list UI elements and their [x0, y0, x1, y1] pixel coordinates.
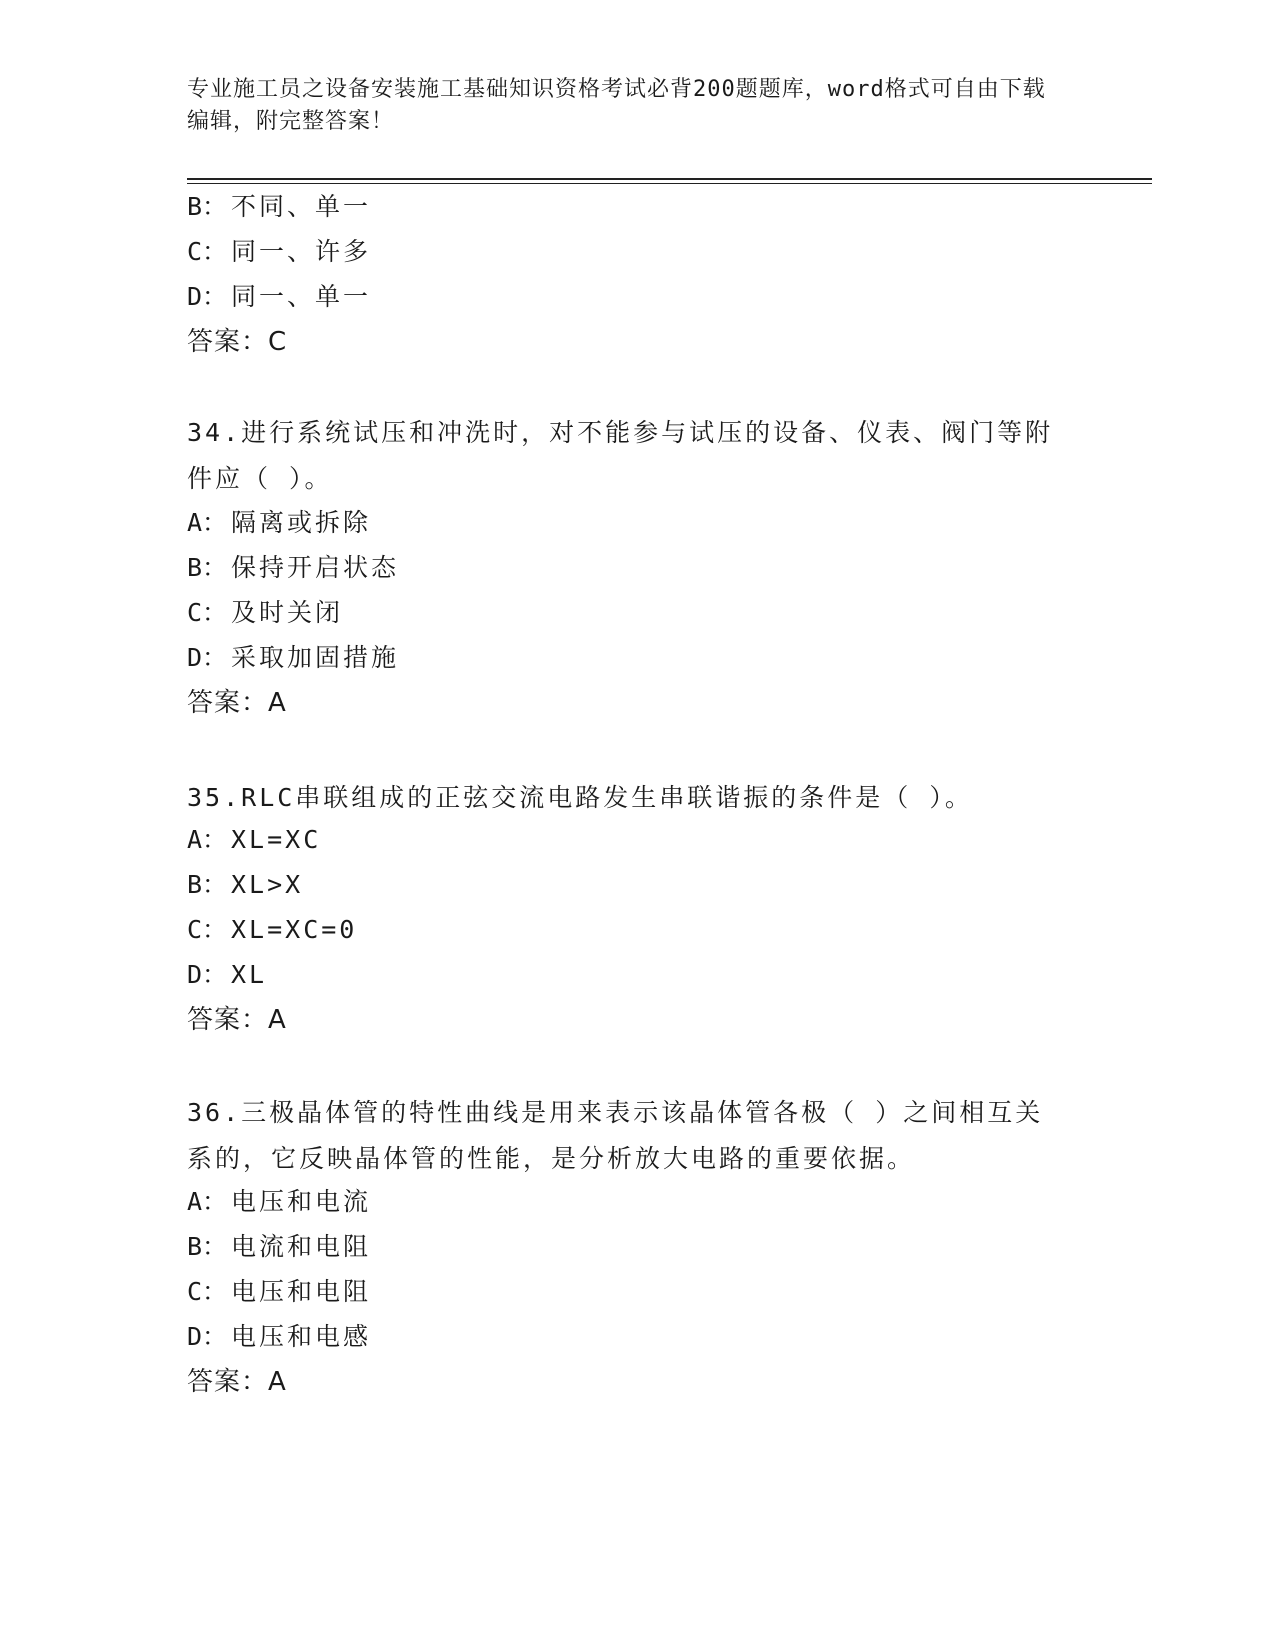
document-header: 专业施工员之设备安装施工基础知识资格考试必背200题题库，word格式可自由下载编辑，附完整答案！ [187, 77, 1046, 134]
option-line: C： 电压和电阻 [187, 1277, 372, 1306]
header-divider-thick [187, 178, 1152, 180]
header-divider-thin [187, 183, 1152, 184]
option-line: C： XL=XC=0 [187, 915, 358, 944]
answer-line: 答案：A [187, 1005, 287, 1035]
option-line: D： 采取加固措施 [187, 643, 400, 672]
option-line: C： 及时关闭 [187, 598, 344, 627]
answer-line: 答案：A [187, 1367, 287, 1397]
answer-line: 答案：A [187, 688, 287, 718]
question-text: 35.RLC串联组成的正弦交流电路发生串联谐振的条件是（ ）。 [187, 783, 973, 812]
answer-line: 答案：C [187, 327, 288, 357]
option-line: D： 电压和电感 [187, 1322, 372, 1351]
option-line: D： 同一、单一 [187, 282, 372, 311]
option-line: A： 隔离或拆除 [187, 508, 372, 537]
question-text: 36.三极晶体管的特性曲线是用来表示该晶体管各极（ ）之间相互关系的，它反映晶体管的性能，是分析放大电路的重要依据。 [187, 1098, 1044, 1173]
option-line: C： 同一、许多 [187, 237, 372, 266]
option-line: D： XL [187, 960, 268, 989]
option-line: B： 电流和电阻 [187, 1232, 372, 1261]
option-line: A： XL=XC [187, 825, 322, 854]
option-line: B： XL>X [187, 870, 304, 899]
option-line: A： 电压和电流 [187, 1187, 372, 1216]
option-line: B： 不同、单一 [187, 192, 372, 221]
option-line: B： 保持开启状态 [187, 553, 400, 582]
question-text: 34.进行系统试压和冲洗时，对不能参与试压的设备、仪表、阀门等附件应（ ）。 [187, 418, 1054, 493]
